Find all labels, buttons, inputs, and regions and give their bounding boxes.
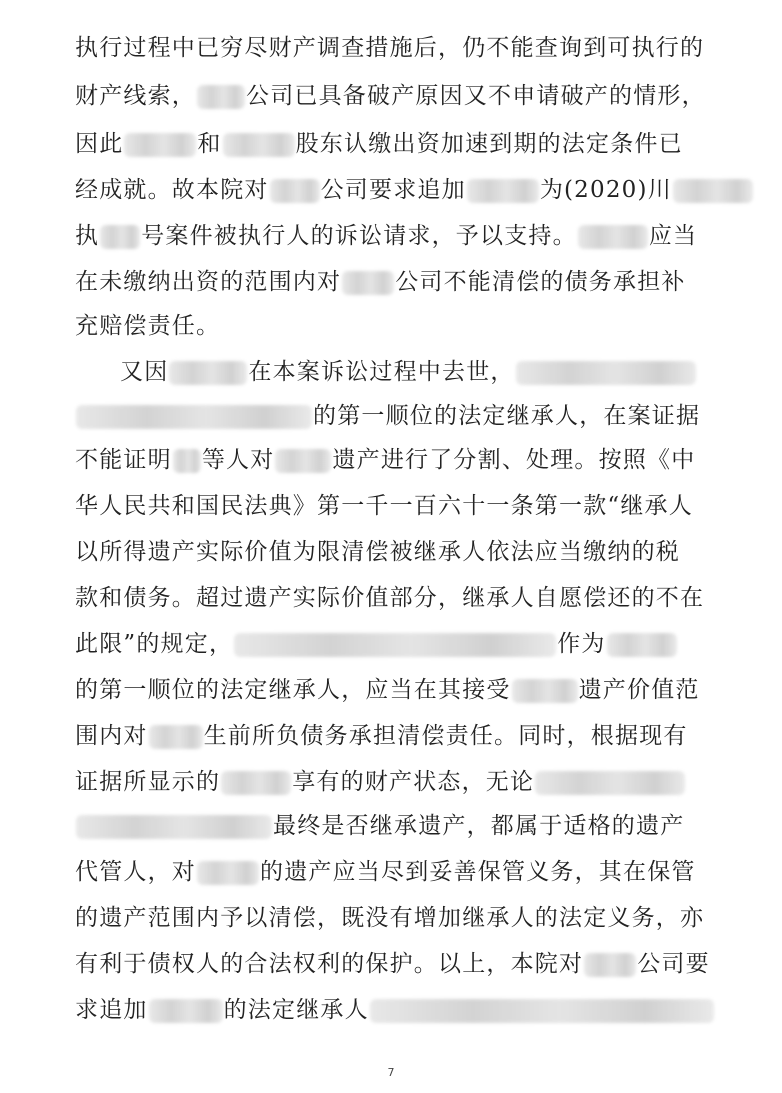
text-segment: 华人民共和国民法典》第一千一百六十一条第一款“继承人 xyxy=(75,493,693,519)
text-line xyxy=(120,352,697,392)
text-line xyxy=(75,262,686,302)
redaction-blur xyxy=(607,633,677,657)
redaction-blur xyxy=(512,679,578,703)
redaction-blur xyxy=(578,225,648,249)
text-segment: 作为 xyxy=(557,631,606,657)
text-line xyxy=(75,578,704,618)
redaction-blur xyxy=(275,449,331,473)
redaction-blur xyxy=(197,861,259,885)
text-segment: 求追加 xyxy=(75,997,148,1023)
text-segment: 在未缴纳出资的范围内对 xyxy=(75,269,342,295)
text-line xyxy=(75,624,678,664)
redaction-blur xyxy=(221,771,291,795)
text-segment: 公司不能清偿的债务承担补 xyxy=(395,269,686,295)
redaction-blur xyxy=(169,361,247,385)
redaction-blur xyxy=(223,133,295,157)
text-line xyxy=(75,486,693,526)
text-segment: 又因 xyxy=(120,359,169,385)
text-segment: 在本案诉讼过程中去世， xyxy=(248,359,515,385)
redaction-blur xyxy=(149,725,203,749)
text-line xyxy=(75,762,686,802)
text-line xyxy=(75,898,704,938)
redaction-blur xyxy=(516,361,696,385)
text-line xyxy=(75,532,680,572)
text-line xyxy=(75,216,697,256)
text-line xyxy=(75,716,688,756)
redaction-blur xyxy=(124,133,196,157)
text-line xyxy=(75,990,715,1030)
redaction-blur xyxy=(149,999,223,1023)
text-segment: 围内对 xyxy=(75,723,148,749)
text-segment: 的第一顺位的法定继承人，应当在其接受 xyxy=(75,677,511,703)
text-line xyxy=(75,670,700,710)
text-segment: 生前所负债务承担清偿责任。同时，根据现有 xyxy=(203,723,688,749)
text-segment: 经成就。故本院对 xyxy=(75,177,269,203)
text-segment: 遗产价值范 xyxy=(578,677,700,703)
redaction-blur xyxy=(173,449,201,473)
redaction-blur xyxy=(197,85,245,109)
text-line xyxy=(75,806,684,846)
redaction-blur xyxy=(76,405,312,429)
text-line xyxy=(75,76,706,116)
text-line xyxy=(75,306,220,346)
text-segment: 此限”的规定， xyxy=(75,631,234,657)
text-segment: 财产线索， xyxy=(75,83,196,109)
text-line xyxy=(75,170,754,210)
text-segment: 不能证明 xyxy=(75,447,172,473)
text-line xyxy=(75,944,710,984)
text-line xyxy=(75,396,700,436)
text-segment: 以所得遗产实际价值为限清偿被继承人依法应当缴纳的税 xyxy=(75,539,680,565)
text-segment: 的遗产范围内予以清偿，既没有增加继承人的法定义务，亦 xyxy=(75,905,705,931)
text-segment: 的遗产应当尽到妥善保管义务，其在保管 xyxy=(260,859,696,885)
text-segment: 应当 xyxy=(648,223,698,249)
text-segment: 股东认缴出资加速到期的法定条件已 xyxy=(295,131,683,157)
redaction-blur xyxy=(76,815,272,839)
text-segment: 最终是否继承遗产，都属于适格的遗产 xyxy=(273,813,685,839)
text-segment: 的法定继承人 xyxy=(223,997,369,1023)
text-segment: 公司已具备破产原因又不申请破产的情形， xyxy=(246,83,706,109)
text-segment: 遗产进行了分割、处理。按照《中 xyxy=(332,447,696,473)
redaction-blur xyxy=(584,953,636,977)
text-line xyxy=(75,852,696,892)
redaction-blur xyxy=(535,771,685,795)
text-segment: 享有的财产状态，无论 xyxy=(292,769,535,795)
text-segment: 为(2020)川 xyxy=(539,177,672,203)
redaction-blur xyxy=(270,179,320,203)
redaction-blur xyxy=(673,179,753,203)
redaction-blur xyxy=(342,271,394,295)
text-segment: 充赔偿责任。 xyxy=(75,313,221,339)
text-segment: 等人对 xyxy=(201,447,275,473)
text-segment: 执 xyxy=(75,223,100,249)
redaction-blur xyxy=(100,225,140,249)
text-segment: 代管人，对 xyxy=(75,859,196,885)
text-segment: 证据所显示的 xyxy=(75,769,221,795)
text-segment: 和 xyxy=(197,131,222,157)
text-segment: 号案件被执行人的诉讼请求，予以支持。 xyxy=(141,223,577,249)
text-segment: 有利于债权人的合法权利的保护。以上，本院对 xyxy=(75,951,584,977)
redaction-blur xyxy=(467,179,539,203)
text-line xyxy=(75,440,695,480)
page-number: 7 xyxy=(387,1066,395,1079)
text-line xyxy=(75,124,683,164)
text-segment: 执行过程中已穷尽财产调查措施后，仍不能查询到可执行的 xyxy=(75,35,705,61)
text-segment: 的第一顺位的法定继承人，在案证据 xyxy=(313,403,701,429)
text-segment: 因此 xyxy=(75,131,124,157)
text-segment: 公司要 xyxy=(637,951,710,977)
text-segment: 公司要求追加 xyxy=(320,177,466,203)
redaction-blur xyxy=(370,999,714,1023)
text-segment: 款和债务。超过遗产实际价值部分，继承人自愿偿还的不在 xyxy=(75,585,705,611)
text-line xyxy=(75,28,704,68)
redaction-blur xyxy=(234,633,556,657)
